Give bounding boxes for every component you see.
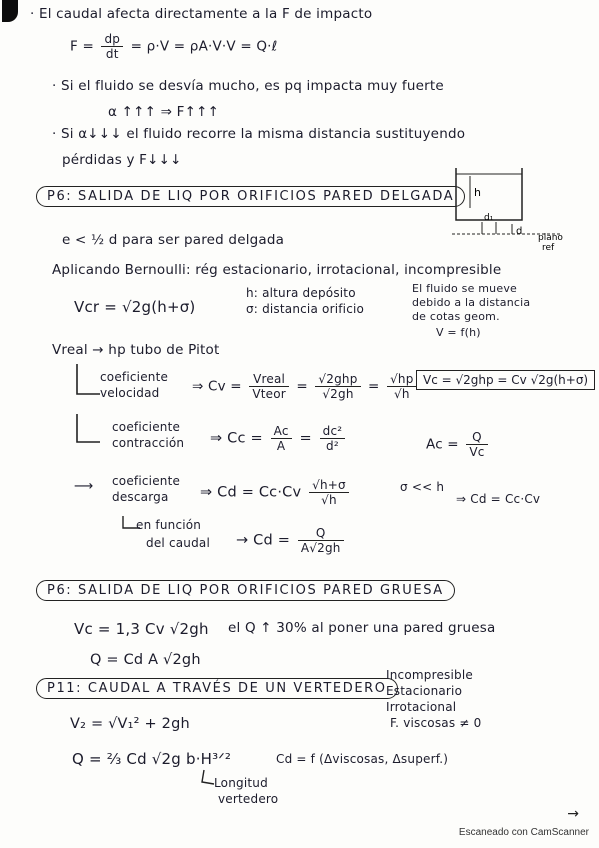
vc-boxed-equation: Vc = √2ghp = Cv √2g(h+σ) [416, 370, 595, 390]
arrow-icon: ⟶ [74, 478, 94, 494]
ac-equation: Ac = $\frac{Q}{Vc}$ [426, 430, 491, 459]
fn-label: en función [136, 518, 202, 532]
p11-condition: Estacionario [386, 684, 463, 698]
sketch-label-h: h [474, 186, 481, 199]
sigma-note: σ << h [400, 480, 445, 494]
vc-thick-equation: Vc = 1,3 Cv √2gh [74, 620, 209, 638]
q-thick-equation: Q = Cd A √2gh [90, 652, 201, 668]
fraction: $\frac{dp}{dt}$ [101, 32, 123, 61]
longitud-label: vertedero [218, 792, 279, 806]
tank-sketch [452, 162, 572, 252]
hook-arrow-icon [74, 412, 104, 448]
sketch-label-d1: d₁ [484, 213, 494, 223]
text-line: · Si el fluido se desvía mucho, es pq impacta muy fuerte [52, 78, 444, 94]
thick-wall-note: el Q ↑ 30% al poner una pared gruesa [228, 620, 496, 636]
section-header-p11: P11: CAUDAL A TRAVÉS DE UN VERTEDERO [36, 678, 398, 699]
next-page-arrow-icon: → [567, 806, 579, 822]
bernoulli-line: Aplicando Bernoulli: rég estacionario, irrotacional, incompresible [52, 262, 502, 278]
cv-equation: ⇒ Cv = $\frac{\text{Vreal}}{\text{Vteor}}$ = $\frac{\text{√2ghp}}{√2gh}$ = $\frac{√hp}{√h}$ [192, 372, 420, 401]
force-equation [70, 32, 277, 61]
sketch-label-ref: ref [542, 243, 555, 252]
note-sigma: σ: distancia orificio [246, 302, 365, 316]
force-rhs: = ρ·V = ρA·V·V = Q·ℓ [130, 38, 278, 55]
sketch-label-plane: plano [538, 233, 563, 243]
thin-wall-condition: e < ½ d para ser pared delgada [62, 232, 285, 248]
cd-simplified: ⇒ Cd = Cc·Cv [456, 492, 541, 506]
cd-label: descarga [112, 490, 169, 504]
cd-label: coeficiente [112, 474, 181, 488]
section-header-p6-thick: P6: SALIDA DE LIQ POR ORIFICIOS PARED GRUESA [36, 580, 455, 601]
text-line: · Si α↓↓↓ el fluido recorre la misma distancia sustituyendo [52, 126, 466, 142]
fraction: $\frac{√h+\sigma}{√h}$ [309, 478, 349, 507]
fraction: $\frac{\text{Vreal}}{\text{Vteor}}$ [249, 372, 289, 401]
note-h: h: altura depósito [246, 286, 356, 300]
p11-condition: F. viscosas ≠ 0 [390, 716, 482, 730]
longitud-label: Longitud [214, 776, 268, 790]
vreal-line: Vreal → hp tubo de Pitot [52, 342, 220, 358]
cc-equation: ⇒ Cc = $\frac{Ac}{A}$ = $\frac{\text{dc²}}{\text{d²}}$ [210, 424, 348, 453]
corner-mark [2, 0, 18, 22]
text-line: α ↑↑↑ ⇒ F↑↑↑ [108, 104, 220, 120]
note-right: V = f(h) [436, 326, 481, 339]
q-weir-equation: Q = ⅔ Cd √2g b·H³ᐟ² [72, 750, 232, 768]
sketch-label-d: d [516, 226, 523, 237]
cd-function: Cd = f (Δviscosas, Δsuperf.) [276, 752, 449, 766]
text-line: pérdidas y F↓↓↓ [62, 152, 182, 168]
cc-label: coeficiente [112, 420, 181, 434]
cv-label: velocidad [100, 386, 160, 400]
scanner-watermark: Escaneado con CamScanner [458, 827, 589, 838]
cd-equation: ⇒ Cd = Cc·Cv $\frac{√h+\sigma}{√h}$ [200, 478, 352, 507]
note-right: El fluido se mueve [412, 282, 517, 295]
vcr-equation: Vcr = √2g(h+σ) [74, 298, 196, 316]
p11-condition: Irrotacional [386, 700, 457, 714]
fraction: $\frac{\text{√2ghp}}{√2gh}$ [315, 372, 360, 401]
note-right: debido a la distancia [412, 296, 531, 309]
p11-condition: Incompresible [386, 668, 473, 682]
cv-label: coeficiente [100, 370, 169, 384]
section-header-p6: P6: SALIDA DE LIQ POR ORIFICIOS PARED DELGADA [36, 186, 465, 207]
v2-equation: V₂ = √V₁² + 2gh [70, 716, 190, 732]
fraction: $\frac{Q}{A√2gh}$ [298, 526, 344, 555]
cd-caudal-equation: → Cd = $\frac{Q}{A√2gh}$ [236, 526, 347, 555]
fraction: $\frac{Ac}{A}$ [271, 424, 292, 453]
fraction: $\frac{Q}{Vc}$ [466, 430, 487, 459]
fraction: $\frac{√hp}{√h}$ [387, 372, 416, 401]
note-right: de cotas geom. [412, 310, 500, 323]
force-lhs: F = [70, 38, 94, 55]
text-line: · El caudal afecta directamente a la F de impacto [30, 6, 373, 22]
cc-label: contracción [112, 436, 185, 450]
fraction: $\frac{\text{dc²}}{\text{d²}}$ [320, 424, 346, 453]
fn-label: del caudal [146, 536, 211, 550]
